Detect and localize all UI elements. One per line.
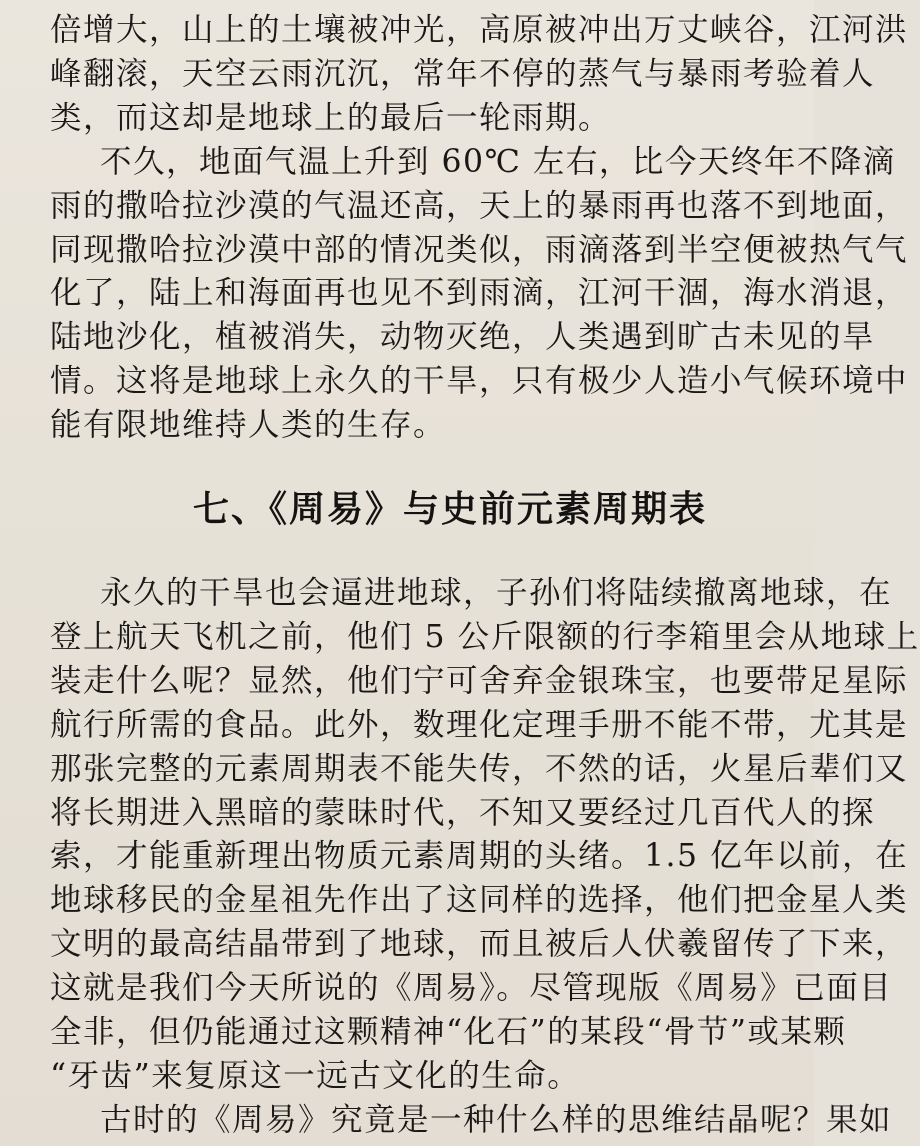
- text-line: 类，而这却是地球上的最后一轮雨期。: [50, 100, 612, 136]
- text-line: 文明的最高结晶带到了地球，而且被后人伏羲留传了下来，: [50, 926, 909, 962]
- section-heading: 七、《周易》与史前元素周期表: [193, 488, 708, 530]
- text-line: 航行所需的食品。此外，数理化定理手册不能不带，尤其是: [50, 707, 909, 743]
- text-line: 雨的撒哈拉沙漠的气温还高，天上的暴雨再也落不到地面，: [50, 188, 909, 224]
- text-line: 化了，陆上和海面再也见不到雨滴，江河干涸，海水消退，: [50, 275, 909, 311]
- text-line: 登上航天飞机之前，他们 5 公斤限额的行李箱里会从地球上: [50, 619, 920, 655]
- text-line: 永久的干旱也会逼进地球，子孙们将陆续撤离地球，在: [100, 575, 893, 611]
- text-line: 情。这将是地球上永久的干旱，只有极少人造小气候环境中: [50, 363, 909, 399]
- text-line: 这就是我们今天所说的《周易》。尽管现版《周易》已面目: [50, 970, 893, 1006]
- text-line: 峰翻滚，天空云雨沉沉，常年不停的蒸气与暴雨考验着人: [50, 56, 876, 92]
- text-line: 地球移民的金星祖先作出了这同样的选择，他们把金星人类: [50, 882, 909, 918]
- text-line: 能有限地维持人类的生存。: [50, 407, 447, 443]
- text-line: 将长期进入黑暗的蒙昧时代，不知又要经过几百代人的探: [50, 795, 876, 831]
- text-line: 倍增大，山上的土壤被冲光，高原被冲出万丈峡谷，江河洪: [50, 12, 909, 48]
- text-line: 装走什么呢？显然，他们宁可舍弃金银珠宝，也要带足星际: [50, 663, 909, 699]
- text-line: 同现撒哈拉沙漠中部的情况类似，雨滴落到半空便被热气气: [50, 232, 909, 268]
- text-line: “牙齿”来复原这一远古文化的生命。: [50, 1058, 581, 1094]
- text-line: 全非，但仍能通过这颗精神“化石”的某段“骨节”或某颗: [50, 1014, 847, 1050]
- text-line: 那张完整的元素周期表不能失传，不然的话，火星后辈们又: [50, 751, 909, 787]
- text-line: 古时的《周易》究竟是一种什么样的思维结晶呢？果如: [100, 1102, 893, 1138]
- text-line: 索，才能重新理出物质元素周期的头绪。1.5 亿年以前，在: [50, 838, 909, 874]
- text-line: 不久，地面气温上升到 60℃ 左右，比今天终年不降滴: [100, 144, 896, 180]
- text-line: 陆地沙化，植被消失，动物灭绝，人类遇到旷古未见的旱: [50, 319, 876, 355]
